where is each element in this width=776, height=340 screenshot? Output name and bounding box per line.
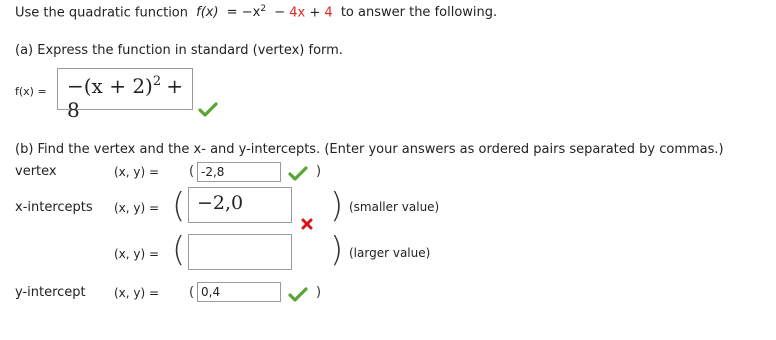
part-a-label: f(x) = [15, 85, 47, 98]
intro-expr-a: = −x [226, 5, 261, 21]
checkmark-icon [288, 166, 308, 182]
x-intercept-large-note: (larger value) [349, 246, 431, 260]
vertex-input[interactable] [197, 162, 281, 182]
y-intercept-input[interactable] [197, 282, 281, 302]
checkmark-icon [288, 287, 308, 303]
x-intercept-small-open-paren: ( [172, 186, 186, 226]
x-mark-icon [301, 218, 313, 230]
intro-expr-b: − [274, 5, 286, 21]
part-b-prompt: (b) Find the vertex and the x- and y-intercepts. (Enter your answers as ordered pairs separated by commas.) [15, 142, 724, 157]
intro-expr-c: + [309, 5, 321, 21]
x-intercept-large-input[interactable] [188, 234, 292, 270]
y-intercept-label: y-intercept [15, 285, 86, 300]
intro-suffix: to answer the following. [340, 5, 498, 21]
x-intercepts-label: x-intercepts [15, 200, 93, 215]
part-a-prompt: (a) Express the function in standard (vertex) form. [15, 43, 343, 58]
vertex-form-tail: + 8 [67, 74, 183, 122]
x-intercept-large-xy-label: (x, y) = [114, 247, 160, 261]
intro-function-name: f(x) [196, 5, 219, 21]
vertex-label: vertex [15, 164, 57, 179]
vertex-input-value: -2,8 [201, 165, 225, 179]
intro-line [15, 4, 497, 20]
vertex-form-answer-field[interactable] [57, 68, 193, 122]
vertex-close-paren: ) [316, 164, 322, 179]
vertex-form-exponent: 2 [152, 73, 162, 89]
y-intercept-xy-label: (x, y) = [114, 286, 160, 300]
intro-term-4x: 4x [289, 5, 306, 21]
x-intercept-large-open-paren: ( [172, 230, 186, 270]
intro-exponent: 2 [260, 4, 267, 14]
vertex-form-main: −(x + 2) [67, 74, 153, 98]
x-intercept-large-close-paren: ) [330, 230, 344, 270]
x-intercept-small-value: −2,0 [197, 192, 244, 214]
intro-prefix: Use the quadratic function [15, 5, 188, 21]
vertex-open-paren: ( [189, 164, 195, 179]
y-intercept-open-paren: ( [189, 285, 195, 300]
x-intercept-small-close-paren: ) [330, 186, 344, 226]
x-intercept-small-input[interactable] [188, 187, 292, 223]
vertex-xy-label: (x, y) = [114, 165, 160, 179]
checkmark-icon [198, 102, 218, 118]
y-intercept-input-value: 0,4 [201, 285, 221, 299]
intro-term-4: 4 [324, 5, 333, 21]
y-intercept-close-paren: ) [316, 285, 322, 300]
x-intercept-small-xy-label: (x, y) = [114, 201, 160, 215]
x-intercept-small-note: (smaller value) [349, 200, 440, 214]
